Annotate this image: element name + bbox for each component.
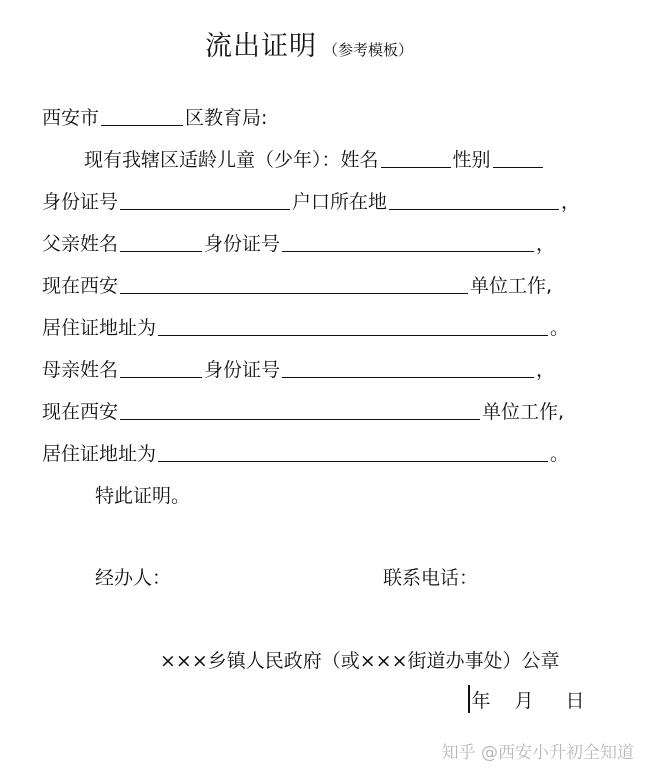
official-seal-text: ×××乡镇人民政府（或×××街道办事处）公章 — [160, 650, 560, 672]
bureau-label: 区教育局: — [185, 107, 268, 129]
district-blank — [101, 124, 183, 126]
father-address-line — [42, 312, 569, 340]
mother-work-suffix: 单位工作, — [482, 401, 565, 423]
mother-id-label: 身份证号 — [204, 359, 281, 381]
father-work-line — [42, 270, 552, 298]
mother-name-blank — [120, 376, 202, 378]
mother-address-line — [42, 438, 569, 466]
date-month: 月 — [514, 689, 534, 712]
date-year: 年 — [471, 689, 491, 712]
mother-name-label: 母亲姓名 — [42, 359, 119, 381]
father-address-end: 。 — [550, 317, 570, 339]
child-id-blank — [120, 208, 290, 210]
child-id-line — [42, 186, 580, 214]
closing-text: 特此证明。 — [95, 485, 191, 507]
title-block — [205, 24, 413, 63]
city-label: 西安市 — [42, 107, 100, 129]
watermark: 知乎 @西安小升初全知道 — [441, 743, 634, 763]
mother-work-prefix: 现在西安 — [42, 401, 119, 423]
closing-line — [95, 480, 190, 508]
mother-address-blank — [158, 460, 548, 462]
father-id-end: ， — [536, 233, 556, 255]
father-work-prefix: 现在西安 — [42, 275, 119, 297]
mother-id-blank — [282, 376, 534, 378]
mother-name-line — [42, 354, 555, 382]
date-row — [468, 684, 585, 714]
document-title: 流出证明 — [205, 31, 317, 62]
father-id-blank — [282, 250, 534, 252]
intro-text: 现有我辖区适龄儿童（少年）：姓名 — [84, 149, 379, 171]
father-work-suffix: 单位工作, — [470, 275, 553, 297]
child-id-label: 身份证号 — [42, 191, 119, 213]
child-id-end: ， — [561, 191, 581, 213]
child-name-blank — [381, 166, 451, 168]
date-day: 日 — [565, 689, 585, 712]
text-cursor-icon — [468, 685, 470, 713]
father-work-blank — [120, 292, 468, 294]
salutation-line — [42, 102, 267, 130]
father-name-label: 父亲姓名 — [42, 233, 119, 255]
handler-label: 经办人： — [95, 567, 172, 589]
mother-id-end: ， — [536, 359, 556, 381]
father-id-label: 身份证号 — [204, 233, 281, 255]
intro-line — [84, 144, 545, 172]
mother-work-line — [42, 396, 564, 424]
father-address-label: 居住证地址为 — [42, 317, 157, 339]
gender-blank — [493, 166, 543, 168]
mother-work-blank — [120, 418, 480, 420]
document-subtitle: （参考模板） — [323, 41, 414, 59]
mother-address-label: 居住证地址为 — [42, 443, 157, 465]
hukou-blank — [389, 208, 559, 210]
phone-label: 联系电话： — [383, 567, 479, 589]
hukou-label: 户口所在地 — [292, 191, 388, 213]
father-address-blank — [158, 334, 548, 336]
mother-address-end: 。 — [550, 443, 570, 465]
father-name-blank — [120, 250, 202, 252]
gender-label: 性别 — [452, 149, 491, 171]
father-name-line — [42, 228, 555, 256]
